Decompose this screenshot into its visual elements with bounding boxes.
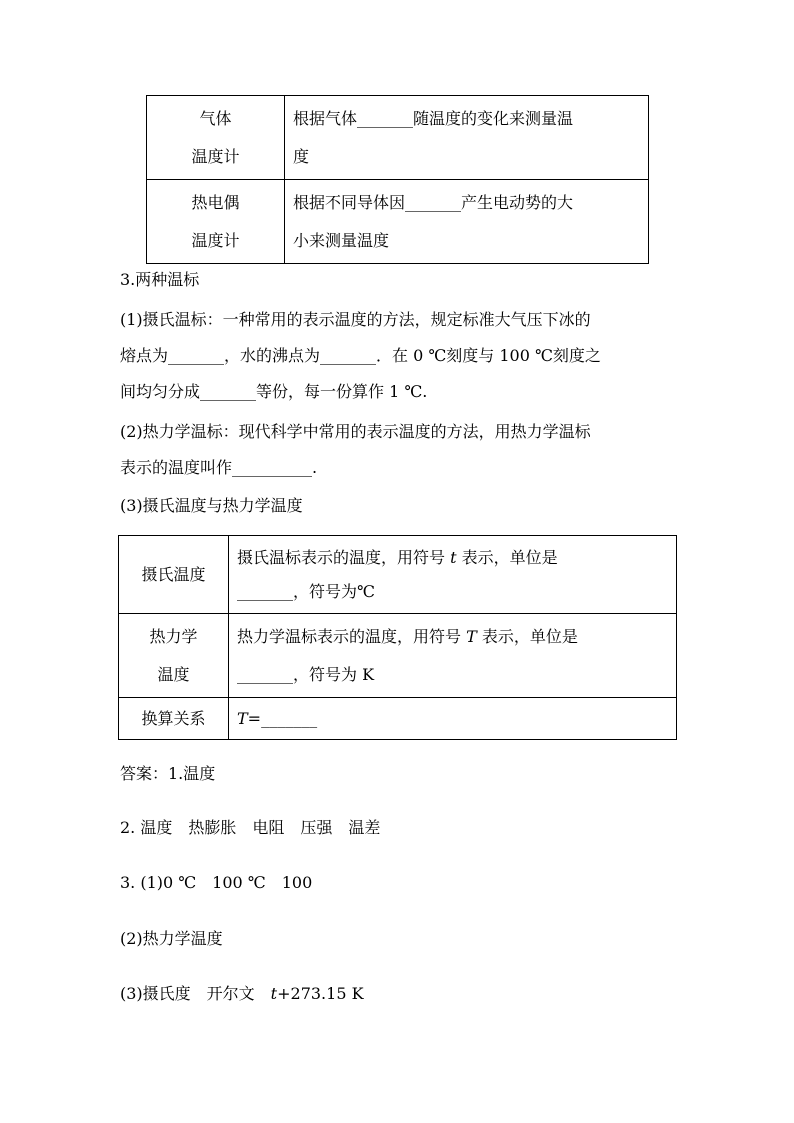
table-row <box>147 180 649 264</box>
desc-line: _______，符号为℃ <box>237 581 375 601</box>
table-row <box>147 96 649 180</box>
section-heading: 3.两种温标 <box>120 270 200 289</box>
desc-text: =_______ <box>247 708 318 728</box>
symbol-t: t <box>270 984 278 1003</box>
table-label-cell <box>119 614 229 698</box>
desc-text: 热力学温标表示的温度，用符号 <box>237 626 467 646</box>
desc-line: 度 <box>293 146 310 166</box>
desc-line: 根据气体_______随温度的变化来测量温 <box>293 108 574 128</box>
table-row <box>119 698 677 740</box>
subsection-heading: (3)摄氏温度与热力学温度 <box>120 496 303 515</box>
table-desc-cell <box>229 536 677 614</box>
symbol-T: T <box>466 626 477 646</box>
answer-text: +273.15 K <box>277 984 364 1003</box>
paragraph-line: 间均匀分成_______等份，每一份算作 1 ℃. <box>120 382 428 401</box>
temperature-table <box>118 535 677 740</box>
symbol-T: T <box>237 708 248 728</box>
answer-line <box>120 984 364 1004</box>
paragraph-line: (2)热力学温标：现代科学中常用的表示温度的方法，用热力学温标 <box>120 422 591 441</box>
table-desc-cell <box>229 614 677 698</box>
desc-text: 表示，单位是 <box>476 626 578 646</box>
table-desc-cell <box>229 698 677 740</box>
desc-text: 表示，单位是 <box>456 547 558 567</box>
label-line: 热电偶 <box>191 192 240 212</box>
label-line: 气体 <box>199 108 232 128</box>
table-label-cell <box>147 180 285 264</box>
table-row <box>119 536 677 614</box>
label-line: 温度计 <box>191 230 240 250</box>
label-line: 温度计 <box>191 146 240 166</box>
paragraph-line: 表示的温度叫作__________. <box>120 458 318 477</box>
paragraph-line: 熔点为_______，水的沸点为_______．在 0 ℃刻度与 100 ℃刻度之 <box>120 346 601 365</box>
answer-line: 答案：1.温度 <box>120 764 216 783</box>
table-desc-cell <box>285 96 649 180</box>
desc-line: 根据不同导体因_______产生电动势的大 <box>293 192 574 212</box>
thermometer-table <box>146 95 649 264</box>
symbol-t: t <box>450 547 457 567</box>
answer-text: (3)摄氏度 开尔文 <box>120 984 271 1003</box>
answer-line: (2)热力学温度 <box>120 929 223 948</box>
table-row <box>119 614 677 698</box>
label-line: 热力学 <box>149 626 198 646</box>
table-desc-cell <box>285 180 649 264</box>
desc-line: _______，符号为 K <box>237 664 375 684</box>
desc-text: 摄氏温标表示的温度，用符号 <box>237 547 451 567</box>
table-label-cell: 换算关系 <box>119 698 229 740</box>
desc-line <box>237 541 670 575</box>
desc-line: 小来测量温度 <box>293 230 390 250</box>
answer-line: 2. 温度 热膨胀 电阻 压强 温差 <box>120 818 381 837</box>
answer-line: 3. (1)0 ℃ 100 ℃ 100 <box>120 873 313 892</box>
desc-line <box>237 618 670 656</box>
table-label-cell: 摄氏温度 <box>119 536 229 614</box>
paragraph-line: (1)摄氏温标：一种常用的表示温度的方法，规定标准大气压下冰的 <box>120 310 591 329</box>
label-line: 温度 <box>157 664 190 684</box>
table-label-cell <box>147 96 285 180</box>
